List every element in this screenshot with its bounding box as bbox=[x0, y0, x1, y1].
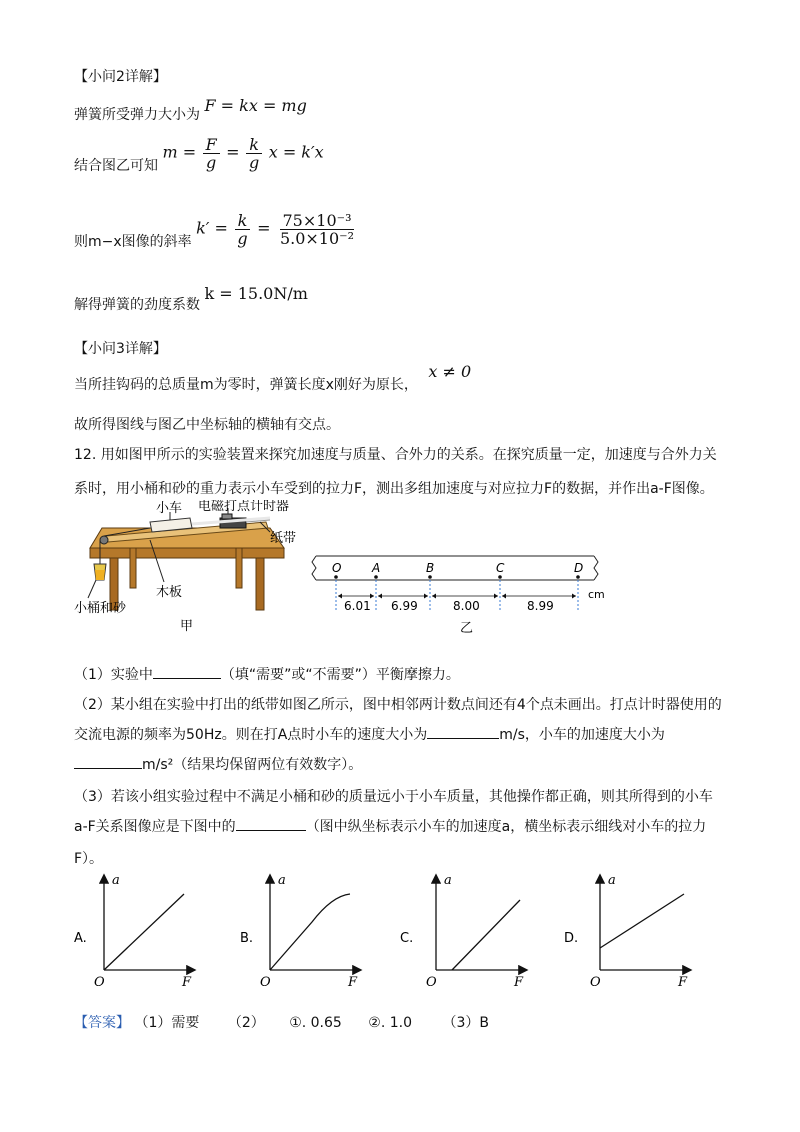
sub2-line1: （2）某小组在实验中打出的纸带如图乙所示，图中相邻两计数点间还有4个点未画出。打点计时器使用的 bbox=[74, 697, 722, 713]
option-label: C. bbox=[400, 931, 414, 946]
frac-numerator: k bbox=[235, 212, 251, 230]
arrow-head bbox=[370, 594, 374, 599]
part3-heading: 【小问3详解】 bbox=[74, 341, 167, 357]
answer-blank-3[interactable] bbox=[74, 768, 142, 769]
part3-line2: 故所得图线与图乙中坐标轴的横轴有交点。 bbox=[74, 417, 340, 433]
options-graphs bbox=[70, 866, 730, 990]
x-axis-label: F bbox=[514, 975, 524, 990]
option-c-graph[interactable] bbox=[400, 873, 526, 990]
point-label-A: A bbox=[372, 561, 381, 575]
sub1 bbox=[74, 664, 460, 684]
part2-line3-frac-kg bbox=[234, 212, 250, 247]
distance-label: 8.99 bbox=[527, 599, 554, 613]
unit-cm: cm bbox=[588, 588, 605, 601]
part2-line3-text: 则m−x图像的斜率 bbox=[74, 233, 192, 250]
timer-top bbox=[222, 514, 232, 519]
distance-label: 6.99 bbox=[391, 599, 418, 613]
part2-line2-text: 结合图乙可知 bbox=[74, 157, 158, 174]
x-axis-label: F bbox=[182, 975, 192, 990]
leader-line bbox=[88, 580, 96, 598]
point-label-C: C bbox=[496, 561, 505, 575]
label-timer: 电磁打点计时器 bbox=[198, 500, 290, 514]
point-dot bbox=[576, 575, 580, 579]
arrow-head bbox=[338, 594, 342, 599]
label-bucket: 小桶和砂 bbox=[74, 601, 127, 616]
option-b-graph[interactable] bbox=[240, 873, 360, 990]
part2-line4-formula: k = 15.0N/m bbox=[204, 284, 308, 303]
table-leg bbox=[236, 548, 242, 588]
sub2-line2 bbox=[74, 724, 665, 744]
point-dot bbox=[374, 575, 378, 579]
q12-stem-line2: 系时，用小桶和砂的重力表示小车受到的拉力F，测出多组加速度与对应拉力F的数据，并作出a-F图像。 bbox=[74, 481, 714, 497]
sub3-line2-b: （图中纵坐标表示小车的加速度a，横坐标表示细线对小车的拉力 bbox=[305, 819, 707, 835]
label-tape: 纸带 bbox=[270, 531, 297, 546]
part2-line2-frac-kg bbox=[246, 136, 262, 171]
graph-line bbox=[452, 900, 520, 970]
point-label-B: B bbox=[426, 561, 435, 575]
point-dot bbox=[334, 575, 338, 579]
origin-label: O bbox=[260, 975, 271, 990]
graph-line bbox=[600, 894, 684, 948]
caption-jia: 甲 bbox=[180, 619, 194, 634]
frac-numerator: 75×10⁻³ bbox=[280, 212, 355, 230]
distance-label: 6.01 bbox=[344, 599, 371, 613]
graph-line bbox=[104, 894, 184, 970]
tape-right-break bbox=[594, 556, 598, 580]
figure-jia bbox=[70, 500, 310, 640]
answer-2-1: ①. 0.65 bbox=[289, 1015, 342, 1031]
sub2-line2-b: m/s，小车的加速度大小为 bbox=[499, 727, 665, 743]
answer-3: （3）B bbox=[442, 1015, 489, 1031]
tape-left-break bbox=[312, 556, 316, 580]
sub2-line3-b: m/s²（结果均保留两位有效数字）。 bbox=[142, 757, 363, 773]
answer-tag: 【答案】 bbox=[74, 1015, 130, 1031]
part2-line1-formula: F = kx = mg bbox=[204, 96, 307, 115]
answer-blank-1[interactable] bbox=[153, 678, 221, 679]
arrow-head bbox=[572, 594, 576, 599]
table-leg bbox=[130, 548, 136, 588]
part2-line2-m: m = bbox=[162, 142, 197, 162]
part2-line2: 结合图乙可知 m = $\frac{F}{g}$ = $\frac{k}{g}$ x = k′x bbox=[74, 135, 324, 174]
part3-line1 bbox=[74, 362, 472, 393]
option-label: A. bbox=[74, 931, 87, 946]
sub3-line3: F）。 bbox=[74, 851, 104, 867]
part2-heading: 【小问2详解】 bbox=[74, 69, 167, 85]
caption-yi: 乙 bbox=[460, 621, 474, 636]
sub3-line2 bbox=[74, 816, 706, 836]
part2-line4 bbox=[74, 284, 308, 313]
y-axis-label: a bbox=[112, 873, 120, 888]
y-axis-label: a bbox=[608, 873, 616, 888]
y-axis-label: a bbox=[444, 873, 452, 888]
answer-blank-4[interactable] bbox=[236, 830, 306, 831]
arrow-head bbox=[378, 594, 382, 599]
y-axis-label: a bbox=[278, 873, 286, 888]
pulley bbox=[100, 536, 108, 544]
sub1-suffix: （填“需要”或“不需要”）平衡摩擦力。 bbox=[220, 667, 460, 683]
arrow-head bbox=[424, 594, 428, 599]
frac-denominator: g bbox=[206, 153, 217, 172]
arrow-head bbox=[494, 594, 498, 599]
answer-1: （1）需要 bbox=[134, 1015, 200, 1031]
x-axis-label: F bbox=[678, 975, 688, 990]
option-label: D. bbox=[564, 931, 579, 946]
sub2-line3 bbox=[74, 754, 362, 774]
q12-stem-line1: 12. 用如图甲所示的实验装置来探究加速度与质量、合外力的关系。在探究质量一定，加速度与合外力关 bbox=[74, 447, 717, 463]
option-a-graph[interactable] bbox=[74, 873, 194, 990]
sand bbox=[95, 570, 105, 580]
answer-line bbox=[74, 1012, 489, 1032]
sub1-prefix: （1）实验中 bbox=[74, 667, 153, 683]
point-dot bbox=[428, 575, 432, 579]
table-front bbox=[90, 548, 284, 558]
sub3-line1: （3）若该小组实验过程中不满足小桶和砂的质量远小于小车质量，其他操作都正确，则其所得到的小车 bbox=[74, 789, 713, 805]
option-label: B. bbox=[240, 931, 254, 946]
distance-label: 8.00 bbox=[453, 599, 480, 613]
option-d-graph[interactable] bbox=[564, 873, 690, 990]
answer-2-2: ②. 1.0 bbox=[368, 1015, 412, 1031]
frac-denominator: 5.0×10⁻² bbox=[279, 229, 355, 248]
answer-blank-2[interactable] bbox=[427, 738, 499, 739]
origin-label: O bbox=[426, 975, 437, 990]
frac-numerator: F bbox=[203, 136, 220, 154]
part2-line2-frac-fg bbox=[203, 136, 220, 171]
label-board: 木板 bbox=[156, 585, 183, 600]
part2-line4-text: 解得弹簧的劲度系数 bbox=[74, 297, 200, 313]
part3-line1-formula: x ≠ 0 bbox=[428, 362, 472, 381]
sub2-line2-a: 交流电源的频率为50Hz。则在打A点时小车的速度大小为 bbox=[74, 727, 428, 743]
part2-line3: 则m−x图像的斜率 k′ = $\frac{k}{g}$ = $\frac{\text{75×10⁻³}}{\text{5.0×10⁻²}}$ bbox=[74, 212, 359, 247]
origin-label: O bbox=[94, 975, 105, 990]
frac-numerator: k bbox=[246, 136, 262, 154]
part2-line2-tail: x = k′x bbox=[268, 142, 324, 162]
part2-line1 bbox=[74, 96, 307, 123]
part2-line3-frac-values bbox=[277, 212, 357, 247]
part3-line1-text: 当所挂钩码的总质量m为零时，弹簧长度x刚好为原长， bbox=[74, 377, 418, 393]
point-label-O: O bbox=[332, 561, 342, 575]
graph-curve bbox=[270, 894, 350, 970]
arrow-head bbox=[502, 594, 506, 599]
x-axis-label: F bbox=[348, 975, 358, 990]
point-label-D: D bbox=[574, 561, 584, 575]
figure-yi bbox=[310, 550, 610, 636]
sub3-line2-a: a-F关系图像应是下图中的 bbox=[74, 819, 236, 835]
origin-label: O bbox=[590, 975, 601, 990]
point-dot bbox=[498, 575, 502, 579]
answer-2-prefix: （2） bbox=[227, 1015, 265, 1031]
frac-denominator: g bbox=[237, 229, 248, 248]
part2-line1-text: 弹簧所受弹力大小为 bbox=[74, 107, 200, 123]
arrow-head bbox=[432, 594, 436, 599]
part2-line3-k: k′ = bbox=[196, 218, 228, 238]
label-cart: 小车 bbox=[156, 501, 183, 516]
frac-denominator: g bbox=[249, 153, 260, 172]
table-leg bbox=[256, 558, 264, 610]
